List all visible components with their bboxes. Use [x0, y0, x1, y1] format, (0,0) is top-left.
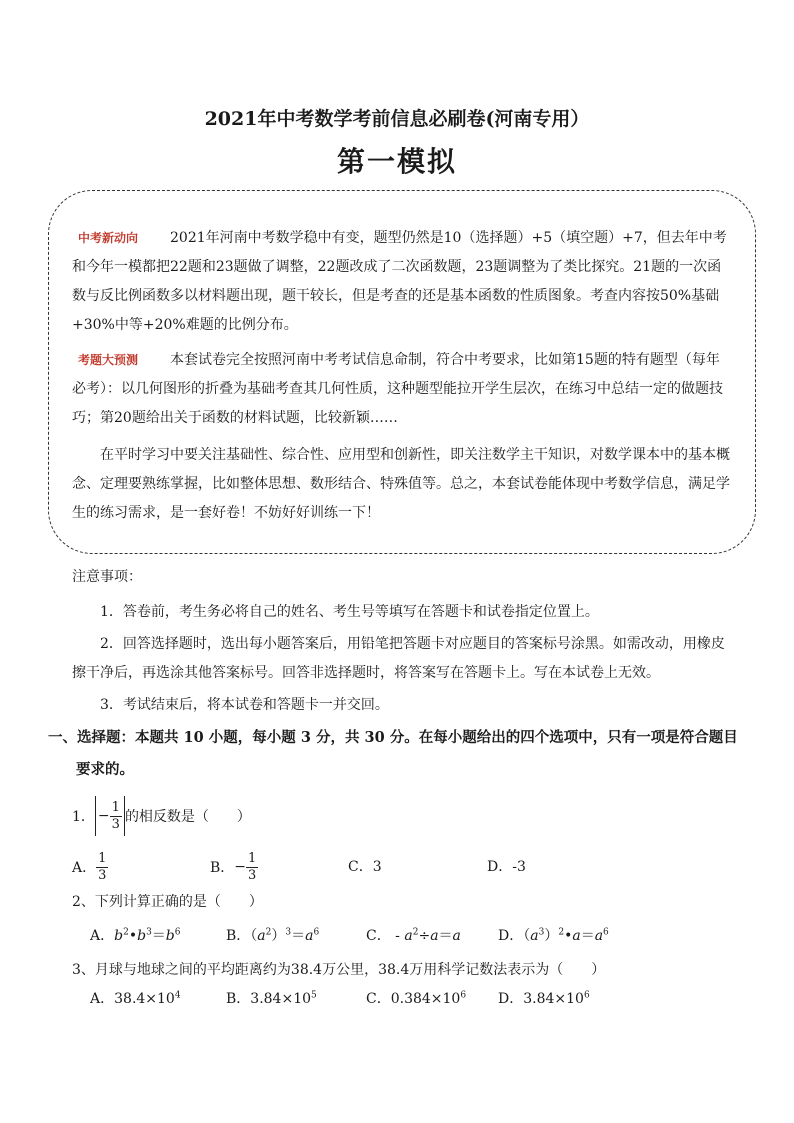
note-item: 3．考试结束后，将本试卷和答题卡一并交回。	[100, 697, 389, 713]
q2-option-d: D．$(a^3)^2•a=a^6$	[498, 927, 609, 944]
notes-heading: 注意事项：	[72, 569, 142, 585]
exam-subtitle: 第一模拟	[336, 145, 457, 178]
q2-option-c: C． - $a^2\div a=a$	[366, 927, 461, 944]
badge-label-trend: 中考新动向	[78, 231, 139, 245]
absolute-value: − $\frac{1}{3}$	[95, 796, 125, 836]
fraction: $\frac{1}{3}$	[111, 799, 120, 832]
q2-option-b: B．$(a^2)^3=a^6$	[226, 927, 320, 944]
info-paragraph-advice: 在平时学习中要关注基础性、综合性、应用型和创新性，即关注数学主干知识，对数学课本中的基本概念、定理要熟练掌握，比如整体思想、数形结合、特殊值等。总之，本套试卷能体现中考数学信息，满足学生的练习需求，是一套好卷！不妨好好训练一下！	[72, 447, 730, 521]
badge-label-forecast: 考题大预测	[78, 353, 139, 367]
fraction: $\frac{1}{3}$	[248, 850, 257, 883]
q1-option-a: A． $\frac{1}{3}$	[72, 850, 107, 883]
arrow-badge-icon	[72, 350, 166, 370]
q3-option-a: A．$38.4\times 10^4$	[90, 990, 181, 1007]
fraction: $\frac{1}{3}$	[98, 850, 107, 883]
section-heading: 一、选择题：本题共 10 小题，每小题 3 分，共 30 分。在每小题给出的四个选项中，只有一项是符合题目 要求的。	[48, 729, 738, 778]
q3-option-b: B．$3.84\times 10^5$	[226, 990, 317, 1007]
q2-option-a: A．$b^2•b^3=b^6$	[90, 927, 181, 944]
question-3: 3、月球与地球之间的平均距离约为38.4万公里，38.4万用科学记数法表示为（ ）	[72, 962, 606, 978]
note-item: 1．答卷前，考生务必将自己的姓名、考生号等填写在答题卡和试卷指定位置上。	[100, 604, 599, 620]
info-paragraph-forecast	[72, 346, 732, 433]
forecast-text: 本套试卷完全按照河南中考考试信息命制，符合中考要求，比如第15题的特有题型（每年必考）：以几何图形的折叠为基础考查其几何性质，这种题型能拉开学生层次，在练习中总结一定的做题技巧；第20题给出关于函数的材料试题，比较新颖……	[72, 352, 723, 426]
info-paragraph-trend	[72, 224, 732, 340]
q3-option-d: D．$3.84\times 10^6$	[498, 990, 590, 1007]
note-item: 2．回答选择题时，选出每小题答案后，用铅笔把答题卡对应题目的答案标号涂黑。如需改动，用橡皮擦干净后，再选涂其他答案标号。回答非选择题时，将答案写在答题卡上。写在本试卷上无效。	[72, 636, 725, 681]
question-2: 2、下列计算正确的是（ ）	[72, 894, 263, 910]
q1-option-b: B． − $\frac{1}{3}$	[210, 850, 257, 883]
q3-option-c: C．$0.384\times 10^6$	[366, 990, 467, 1007]
q1-option-c: C．3	[348, 859, 382, 875]
exam-title: 2021年中考数学考前信息必刷卷(河南专用）	[204, 108, 590, 130]
trend-text: 2021年河南中考数学稳中有变，题型仍然是10（选择题）+5（填空题）+7，但去年中考和今年一模都把22题和23题做了调整，22题改成了二次函数题，23题调整为了类比探究。21题的一次函数与反比例函数多以材料题出现，题干较长，但是考查的还是基本函数的性质图象。考查内容按50%基础+30%中等+20%难题的比例分布。	[72, 230, 727, 333]
q1-option-d: D．-3	[487, 859, 526, 875]
arrow-badge-icon	[72, 228, 166, 248]
question-1: 1． − $\frac{1}{3}$ 的相反数是（ ）	[72, 794, 251, 838]
